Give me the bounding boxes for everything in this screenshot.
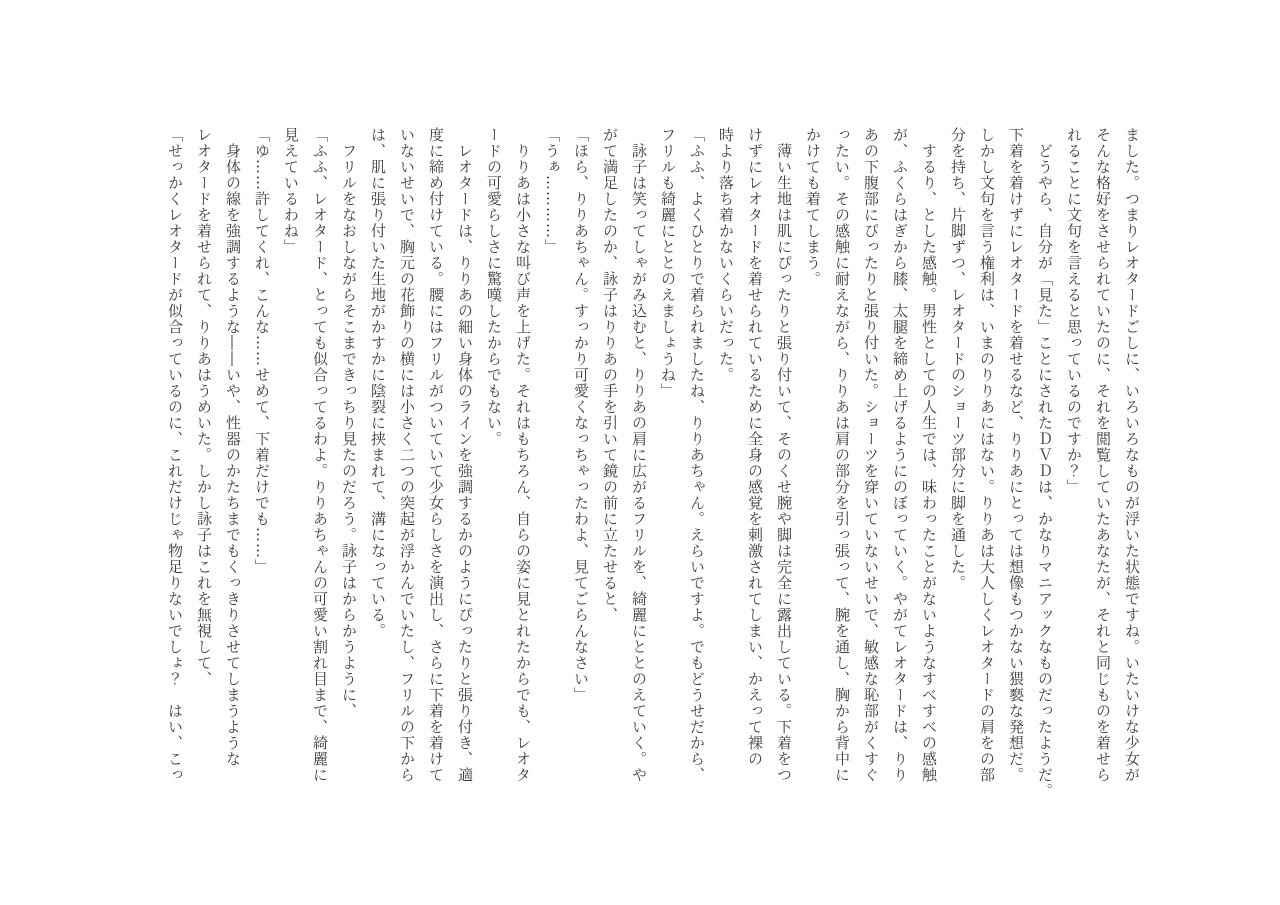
text-line: するり、とした感触。男性としての人生では、味わったことがないようなすべすべの感触 (920, 143, 938, 783)
text-line: 「ゆ……許してくれ、こんな……せめて、下着だけでも……」 (253, 127, 271, 575)
text-line: フリルも綺麗にととのえましょうね」 (659, 127, 677, 399)
text-line: 分を持ち、片脚ずつ、レオタードのショーツ部分に脚を通した。 (949, 127, 967, 591)
text-line: 「うぁ…………」 (543, 127, 561, 255)
text-line: しかし文句を言う権利は、いまのりりあにはない。りりあは大人しくレオタードの肩をの部 (978, 127, 996, 783)
text-line: が、ふくらはぎから膝、太腿を締め上げるようにのぼっていく。やがてレオタードは、りり (891, 127, 909, 783)
text-line: フリルをなおしながらそこまできっちり見たのだろう。詠子はからかうように、 (340, 143, 358, 719)
text-line: ードの可愛らしさに驚嘆したからでもない。 (485, 127, 503, 447)
text-line: 見えているわね」 (282, 127, 300, 255)
text-line: いないせいで、胸元の花飾りの横には小さく二つの突起が浮かんでいたし、フリルの下から (398, 127, 416, 783)
text-line: あの下腹部にぴったりと張り付いた。ショーツを穿いていないせいで、敏感な恥部がくすぐ (862, 127, 880, 783)
text-line: れることに文句を言えると思っているのですか？」 (1065, 127, 1083, 495)
text-line: りりあは小さな叫び声を上げた。それはもちろん、自らの姿に見とれたからでも、レオタ (514, 143, 532, 783)
text-line: どうやら、自分が「見た」ことにされたＤＶＤは、かなりマニアックなものだったようだ。 (1036, 143, 1054, 799)
text-line: かけても着てしまう。 (804, 127, 822, 287)
text-line: 「せっかくレオタードが似合っているのに、これだけじゃ物足りないでしょ？ はい、こっ (166, 127, 184, 783)
text-line: 「ほら、りりあちゃん。すっかり可愛くなっちゃったわよ、見てごらんなさい」 (572, 127, 590, 703)
text-line: けずにレオタードを着せられているために全身の感覚を刺激されてしまい、かえって裸の (746, 127, 764, 767)
text-line: がて満足したのか、詠子はりりあの手を引いて鏡の前に立たせると、 (601, 127, 619, 623)
text-line: レオタードは、りりあの細い身体のラインを強調するかのようにぴったりと張り付き、適 (456, 143, 474, 783)
text-line: ました。つまりレオタードごしに、いろいろなものが浮いた状態ですね。いたいけな少女が (1123, 127, 1141, 783)
text-line: 身体の線を強調するような――いや、性器のかたちまでもくっきりさせてしまうような (224, 143, 242, 767)
text-line: 度に締め付けている。腰にはフリルがついていて少女らしさを演出し、さらに下着を着けて (427, 127, 445, 783)
text-line: は、肌に張り付いた生地がかすかに陰裂に挟まれて、溝になっている。 (369, 127, 387, 639)
text-line: ったい。その感触に耐えながら、りりあは肩の部分を引っ張って、腕を通し、胸から背中に (833, 127, 851, 783)
text-line: 時より落ち着かないくらいだった。 (717, 127, 735, 383)
vertical-text-block (160, 127, 1146, 827)
text-line: 「ふふ、よくひとりで着られましたね、りりあちゃん。えらいですよ。でもどうせだから、 (688, 127, 706, 783)
text-line: レオタードを着せられて、りりあはうめいた。しかし詠子はこれを無視して、 (195, 127, 213, 687)
text-line: 「ふふ、レオタード、とっても似合ってるわよ。りりあちゃんの可愛い割れ目まで、綺麗に (311, 127, 329, 783)
text-line: そんな格好をさせられていたのに、それを閲覧していたあなたが、それと同じものを着せら (1094, 127, 1112, 783)
text-line: 詠子は笑ってしゃがみ込むと、りりあの肩に広がるフリルを、綺麗にととのえていく。や (630, 143, 648, 783)
text-line: 下着を着けずにレオタードを着せるなど、りりあにとっては想像もつかない猥褻な発想だ。 (1007, 127, 1025, 783)
text-line: 薄い生地は肌にぴったりと張り付いて、そのくせ腕や脚は完全に露出している。下着をつ (775, 143, 793, 783)
